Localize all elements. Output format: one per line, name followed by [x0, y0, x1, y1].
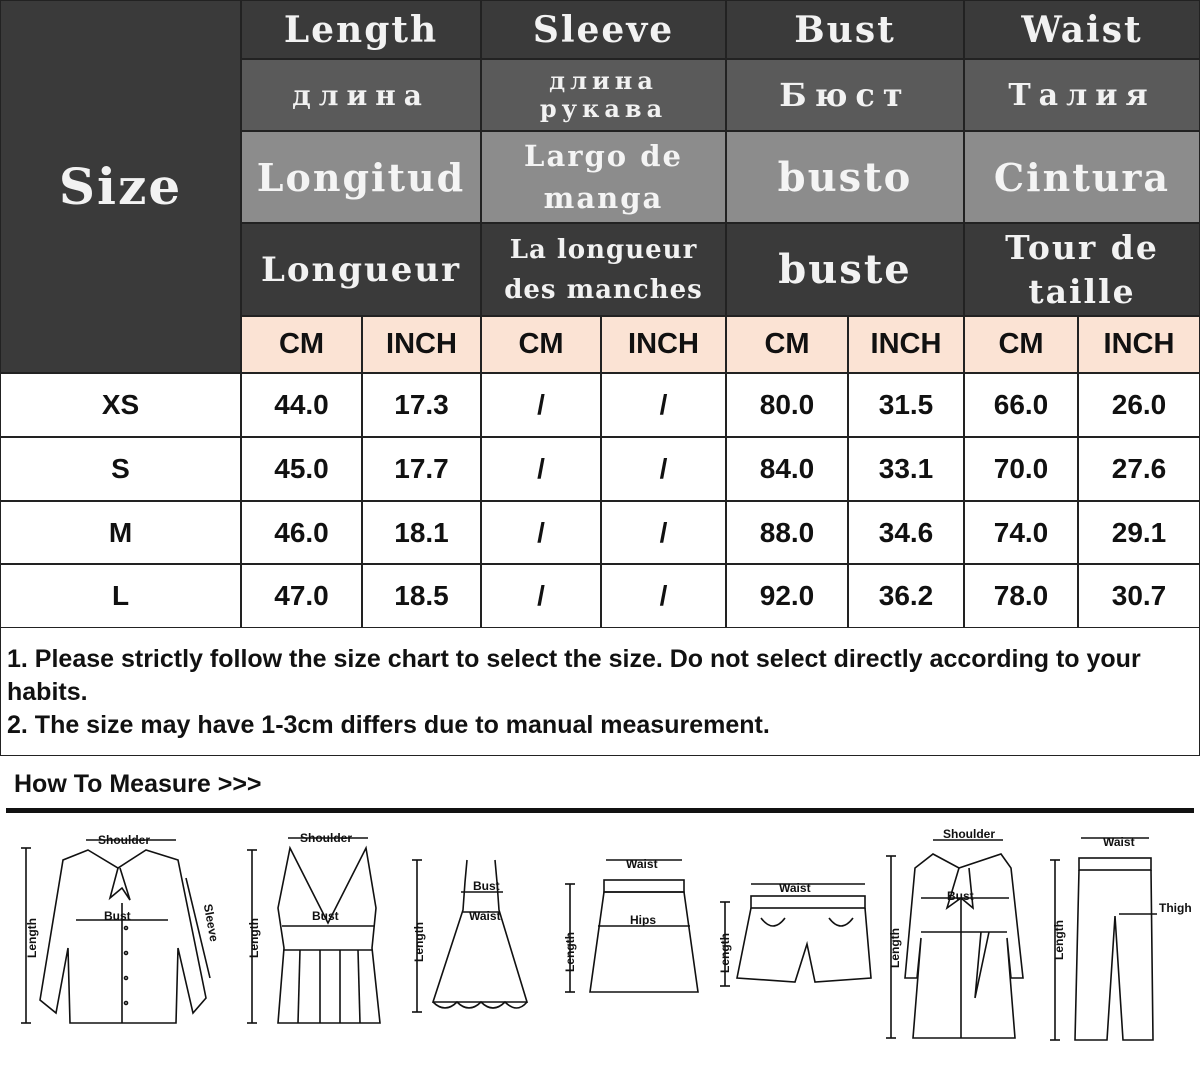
- table-cell: /: [601, 501, 726, 564]
- unit-inch: INCH: [362, 316, 481, 373]
- label-length: Length: [25, 918, 39, 958]
- label-bust: Bust: [947, 889, 974, 903]
- unit-cm: CM: [964, 316, 1078, 373]
- table-cell: 30.7: [1078, 564, 1200, 628]
- column-header-sleeve: Sleeve: [481, 0, 726, 59]
- table-cell: 18.1: [362, 501, 481, 564]
- note-1: 1. Please strictly follow the size chart to select the size. Do not select directly according to your habits.: [7, 645, 1141, 706]
- column-header-bust: Bust: [726, 0, 964, 59]
- unit-inch: INCH: [601, 316, 726, 373]
- table-cell: 92.0: [726, 564, 848, 628]
- table-cell: 17.7: [362, 437, 481, 501]
- size-cell: S: [0, 437, 241, 501]
- vest-top-diagram: [240, 828, 388, 1033]
- table-cell: 17.3: [362, 373, 481, 437]
- table-cell: 47.0: [241, 564, 362, 628]
- label-sleeve: Sleeve: [200, 902, 222, 943]
- table-cell: 78.0: [964, 564, 1078, 628]
- skirt-diagram: [560, 852, 700, 1002]
- table-cell: 84.0: [726, 437, 848, 501]
- table-cell: /: [481, 564, 601, 628]
- unit-inch: INCH: [848, 316, 964, 373]
- table-cell: 34.6: [848, 501, 964, 564]
- note-2: 2. The size may have 1-3cm differs due to manual measurement.: [7, 711, 770, 739]
- bust-label-russian: Бюст: [726, 59, 964, 131]
- size-header: Size: [0, 0, 241, 373]
- table-cell: /: [481, 501, 601, 564]
- table-cell: 29.1: [1078, 501, 1200, 564]
- sleeve-label-spanish: Largo de manga: [481, 131, 726, 223]
- table-cell: 46.0: [241, 501, 362, 564]
- length-label-french: Longueur: [241, 223, 481, 316]
- label-waist: Waist: [626, 857, 658, 871]
- table-cell: 45.0: [241, 437, 362, 501]
- length-label-spanish: Longitud: [241, 131, 481, 223]
- divider: [6, 808, 1194, 813]
- label-thigh: Thigh: [1159, 901, 1192, 915]
- unit-cm: CM: [241, 316, 362, 373]
- column-header-length: Length: [241, 0, 481, 59]
- size-cell: XS: [0, 373, 241, 437]
- table-cell: 26.0: [1078, 373, 1200, 437]
- notes-box: [0, 627, 1200, 756]
- label-length: Length: [247, 918, 261, 958]
- shorts-diagram: [715, 878, 875, 998]
- unit-cm: CM: [726, 316, 848, 373]
- table-cell: 31.5: [848, 373, 964, 437]
- label-waist: Waist: [1103, 835, 1135, 849]
- table-cell: 74.0: [964, 501, 1078, 564]
- label-shoulder: Shoulder: [98, 833, 151, 847]
- dress-diagram: [405, 852, 555, 1027]
- size-cell: M: [0, 501, 241, 564]
- table-cell: /: [601, 564, 726, 628]
- label-length: Length: [888, 928, 902, 968]
- table-cell: /: [601, 437, 726, 501]
- how-to-measure-heading: How To Measure >>>: [14, 770, 262, 798]
- label-hips: Hips: [630, 913, 657, 927]
- table-cell: 88.0: [726, 501, 848, 564]
- label-waist: Waist: [469, 909, 501, 923]
- size-cell: L: [0, 564, 241, 628]
- label-length: Length: [1052, 920, 1066, 960]
- label-shoulder: Shoulder: [943, 827, 996, 841]
- unit-inch: INCH: [1078, 316, 1200, 373]
- table-cell: /: [481, 437, 601, 501]
- label-length: Length: [718, 933, 732, 973]
- label-bust: Bust: [104, 909, 131, 923]
- table-cell: 27.6: [1078, 437, 1200, 501]
- sleeve-label-french: La longueur des manches: [481, 223, 726, 316]
- table-cell: 18.5: [362, 564, 481, 628]
- blouse-diagram: [18, 828, 222, 1046]
- coat-diagram: [885, 828, 1025, 1056]
- unit-cm: CM: [481, 316, 601, 373]
- label-bust: Bust: [473, 879, 500, 893]
- label-waist: Waist: [779, 881, 811, 895]
- table-cell: 66.0: [964, 373, 1078, 437]
- label-length: Length: [412, 922, 426, 962]
- column-header-waist: Waist: [964, 0, 1200, 59]
- label-length: Length: [563, 932, 577, 972]
- bust-label-french: buste: [726, 223, 964, 316]
- table-cell: 44.0: [241, 373, 362, 437]
- bust-label-spanish: busto: [726, 131, 964, 223]
- table-cell: 80.0: [726, 373, 848, 437]
- table-cell: /: [601, 373, 726, 437]
- trousers-diagram: [1045, 830, 1195, 1050]
- label-shoulder: Shoulder: [300, 831, 353, 845]
- waist-label-french: Tour de taille: [964, 223, 1200, 316]
- sleeve-label-russian: длина рукава: [481, 59, 726, 131]
- waist-label-russian: Талия: [964, 59, 1200, 131]
- table-cell: /: [481, 373, 601, 437]
- table-cell: 36.2: [848, 564, 964, 628]
- table-cell: 33.1: [848, 437, 964, 501]
- table-cell: 70.0: [964, 437, 1078, 501]
- label-bust: Bust: [312, 909, 339, 923]
- length-label-russian: длина: [241, 59, 481, 131]
- waist-label-spanish: Cintura: [964, 131, 1200, 223]
